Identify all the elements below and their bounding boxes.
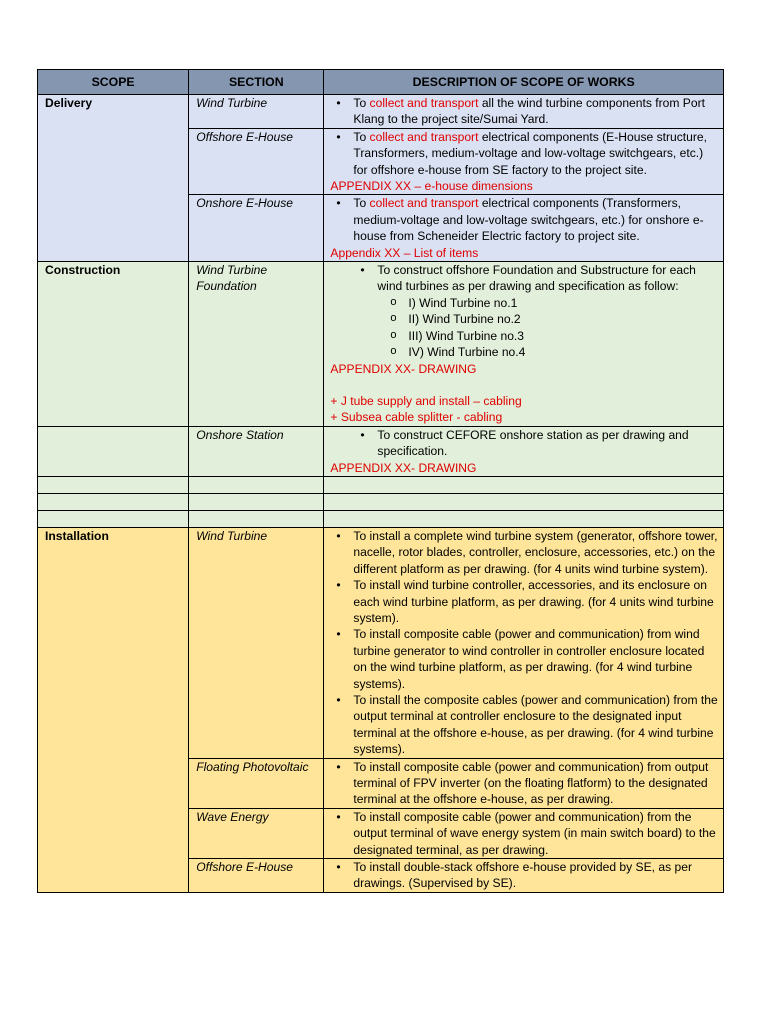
table-row-empty xyxy=(38,510,724,527)
section-cell: Onshore Station xyxy=(189,426,324,476)
description-cell xyxy=(324,527,724,758)
table-row xyxy=(38,527,724,758)
table-row-empty xyxy=(38,476,724,493)
extra-note: + J tube supply and install – cabling xyxy=(330,393,522,408)
section-cell: Wave Energy xyxy=(189,808,324,858)
table-row xyxy=(38,262,724,427)
description-cell xyxy=(324,758,724,808)
table-row-empty xyxy=(38,493,724,510)
header-description: DESCRIPTION OF SCOPE OF WORKS xyxy=(324,70,724,95)
sub-list-item: o IV) Wind Turbine no.4 xyxy=(408,344,719,360)
list-item: • To install composite cable (power and communication) from wind turbine generator to wind controller in controller enclosure located on the wind turbine platform, as per drawing. (for 4 wind turbine systems). xyxy=(353,626,719,692)
description-cell xyxy=(324,859,724,893)
table-row xyxy=(38,95,724,129)
description-cell xyxy=(324,262,724,427)
extra-note: + Subsea cable splitter - cabling xyxy=(330,410,503,425)
sub-list xyxy=(330,295,719,361)
highlight-text: collect and transport xyxy=(369,96,479,110)
highlight-text: collect and transport xyxy=(369,196,479,211)
appendix-note: APPENDIX XX – e-house dimensions xyxy=(330,179,533,194)
section-cell: Floating Photovoltaic xyxy=(189,758,324,808)
appendix-note: Appendix XX – List of items xyxy=(330,245,479,260)
list-item: • To construct CEFORE onshore station as per drawing and specification. xyxy=(377,427,719,460)
section-cell: Wind Turbine xyxy=(189,527,324,758)
scope-of-works-table xyxy=(37,69,724,893)
section-cell: Offshore E-House xyxy=(189,128,324,195)
appendix-note: APPENDIX XX- DRAWING xyxy=(330,361,477,376)
list-item: • To install composite cable (power and communication) from output terminal of FPV inverter (on the floating flatform) to the designated terminal at the offshore e-house, as per drawing. xyxy=(353,759,719,808)
header-scope: SCOPE xyxy=(38,70,189,95)
list-item: • To collect and transport electrical components (Transformers, medium-voltage and low-voltage switchgears, etc.) for onshore e-house from Scheneider Electric factory to project site. xyxy=(353,195,719,244)
highlight-text: collect and transport xyxy=(369,129,479,144)
section-cell: Wind Turbine Foundation xyxy=(189,262,324,427)
description-cell xyxy=(324,95,724,129)
list-item: • To install a complete wind turbine system (generator, offshore tower, nacelle, rotor blades, controller, enclosure, accessories, etc.) on the different platform as per drawing. (for 4 units wind turbine system). xyxy=(353,528,719,577)
description-cell xyxy=(324,426,724,476)
list-item: • To install wind turbine controller, accessories, and its enclosure on each wind turbine platform, as per drawing. (for 4 units wind turbine system). xyxy=(353,577,719,626)
appendix-note: APPENDIX XX- DRAWING xyxy=(330,460,477,475)
table-header-row xyxy=(38,70,724,95)
scope-delivery: Delivery xyxy=(38,95,189,262)
description-cell xyxy=(324,128,724,195)
scope-construction: Construction xyxy=(38,262,189,427)
header-section: SECTION xyxy=(189,70,324,95)
section-cell: Wind Turbine xyxy=(189,95,324,129)
list-item: • To install the composite cables (power and communication) from the output terminal at controller enclosure to the designated input terminal at the offshore e-house, as per drawing. (for 4 wind turbine systems). xyxy=(353,692,719,758)
list-item: • To collect and transport electrical components (E-House structure, Transformers, medium-voltage and low-voltage switchgears, etc.) for offshore e-house from SE factory to the project site. xyxy=(353,129,719,178)
sub-list-item: o II) Wind Turbine no.2 xyxy=(408,311,719,327)
sub-list-item: o III) Wind Turbine no.3 xyxy=(408,328,719,344)
sub-list-item: o I) Wind Turbine no.1 xyxy=(408,295,719,311)
list-item: • To construct offshore Foundation and Substructure for each wind turbines as per drawing and specification as follow: xyxy=(377,262,719,295)
list-item: • To install composite cable (power and communication) from the output terminal of wave energy system (in main switch board) to the designated terminal, as per drawing. xyxy=(353,809,719,858)
list-item: • To collect and transport all the wind turbine components from Port Klang to the project site/Sumai Yard. xyxy=(353,95,719,128)
scope-installation: Installation xyxy=(38,527,189,892)
table-row xyxy=(38,426,724,476)
section-cell: Onshore E-House xyxy=(189,195,324,262)
description-cell xyxy=(324,195,724,262)
section-cell: Offshore E-House xyxy=(189,859,324,893)
scope-cell-empty xyxy=(38,426,189,476)
list-item: • To install double-stack offshore e-house provided by SE, as per drawings. (Supervised by SE). xyxy=(353,859,719,892)
description-cell xyxy=(324,808,724,858)
